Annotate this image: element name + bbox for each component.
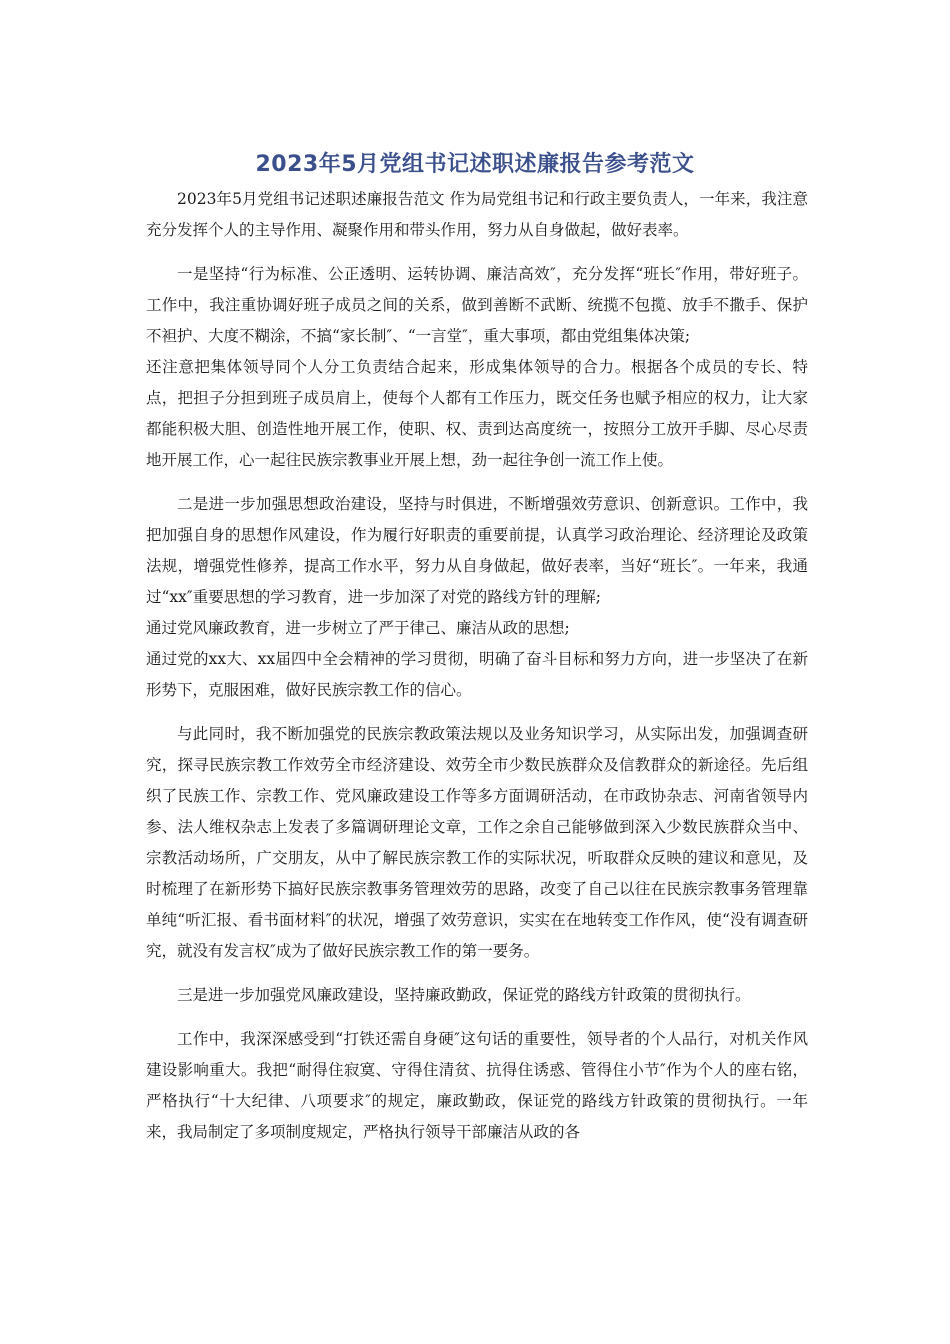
document-title: 2023年5月党组书记述职述廉报告参考范文 bbox=[255, 151, 695, 177]
paragraph: 二是进一步加强思想政治建设，坚持与时俱进，不断增强效劳意识、创新意识。工作中，我把加强自身的思想作风建设，作为履行好职责的重要前提，认真学习政治理论、经济理论及政策法规，增强党性修养，提高工作水平，努力从自身做起，做好表率，当好“班长″。一年来，我通过“xx″重要思想的学习教育，进一步加深了对党的路线方针的理解; bbox=[146, 495, 808, 606]
paragraph: 通过党风廉政教育，进一步树立了严于律己、廉洁从政的思想; bbox=[146, 619, 570, 637]
paragraph: 三是进一步加强党风廉政建设，坚持廉政勤政，保证党的路线方针政策的贯彻执行。 bbox=[177, 986, 751, 1004]
paragraph: 2023年5月党组书记述职述廉报告范文 作为局党组书记和行政主要负责人，一年来，我注意充分发挥个人的主导作用、凝聚作用和带头作用，努力从自身做起，做好表率。 bbox=[146, 190, 808, 239]
paragraph: 通过党的xx大、xx届四中全会精神的学习贯彻，明确了奋斗目标和努力方向，进一步坚决了在新形势下，克服困难，做好民族宗教工作的信心。 bbox=[146, 650, 808, 699]
paragraph: 一是坚持“行为标准、公正透明、运转协调、廉洁高效″，充分发挥“班长″作用，带好班子。工作中，我注重协调好班子成员之间的关系，做到善断不武断、统揽不包揽、放手不撒手、保护不袒护、大度不糊涂，不搞“家长制″、“一言堂″，重大事项，都由党组集体决策; bbox=[146, 265, 808, 345]
paragraph: 工作中，我深深感受到“打铁还需自身硬″这句话的重要性，领导者的个人品行，对机关作风建设影响重大。我把“耐得住寂寞、守得住清贫、抗得住诱惑、管得住小节″作为个人的座右铭，严格执行“十大纪律、八项要求″的规定，廉政勤政，保证党的路线方针政策的贯彻执行。一年来，我局制定了多项制度规定，严格执行领导干部廉洁从政的各 bbox=[146, 1030, 808, 1141]
paragraph: 还注意把集体领导同个人分工负责结合起来，形成集体领导的合力。根据各个成员的专长、特点，把担子分担到班子成员肩上，使每个人都有工作压力，既交任务也赋予相应的权力，让大家都能积极大胆、创造性地开展工作，使职、权、责到达高度统一，按照分工放开手脚、尽心尽责地开展工作，心一起往民族宗教事业开展上想，劲一起往争创一流工作上使。 bbox=[146, 358, 808, 469]
paragraph: 与此同时，我不断加强党的民族宗教政策法规以及业务知识学习，从实际出发，加强调查研究，探寻民族宗教工作效劳全市经济建设、效劳全市少数民族群众及信教群众的新途径。先后组织了民族工作、宗教工作、党风廉政建设工作等多方面调研活动，在市政协杂志、河南省领导内参、法人维权杂志上发表了多篇调研理论文章，工作之余自己能够做到深入少数民族群众当中、宗教活动场所，广交朋友，从中了解民族宗教工作的实际状况，听取群众反映的建议和意见，及时梳理了在新形势下搞好民族宗教事务管理效劳的思路，改变了自己以往在民族宗教事务管理靠单纯“听汇报、看书面材料″的状况，增强了效劳意识，实实在在地转变工作作风，使“没有调查研究，就没有发言权″成为了做好民族宗教工作的第一要务。 bbox=[146, 725, 808, 960]
document-body bbox=[146, 184, 808, 1148]
